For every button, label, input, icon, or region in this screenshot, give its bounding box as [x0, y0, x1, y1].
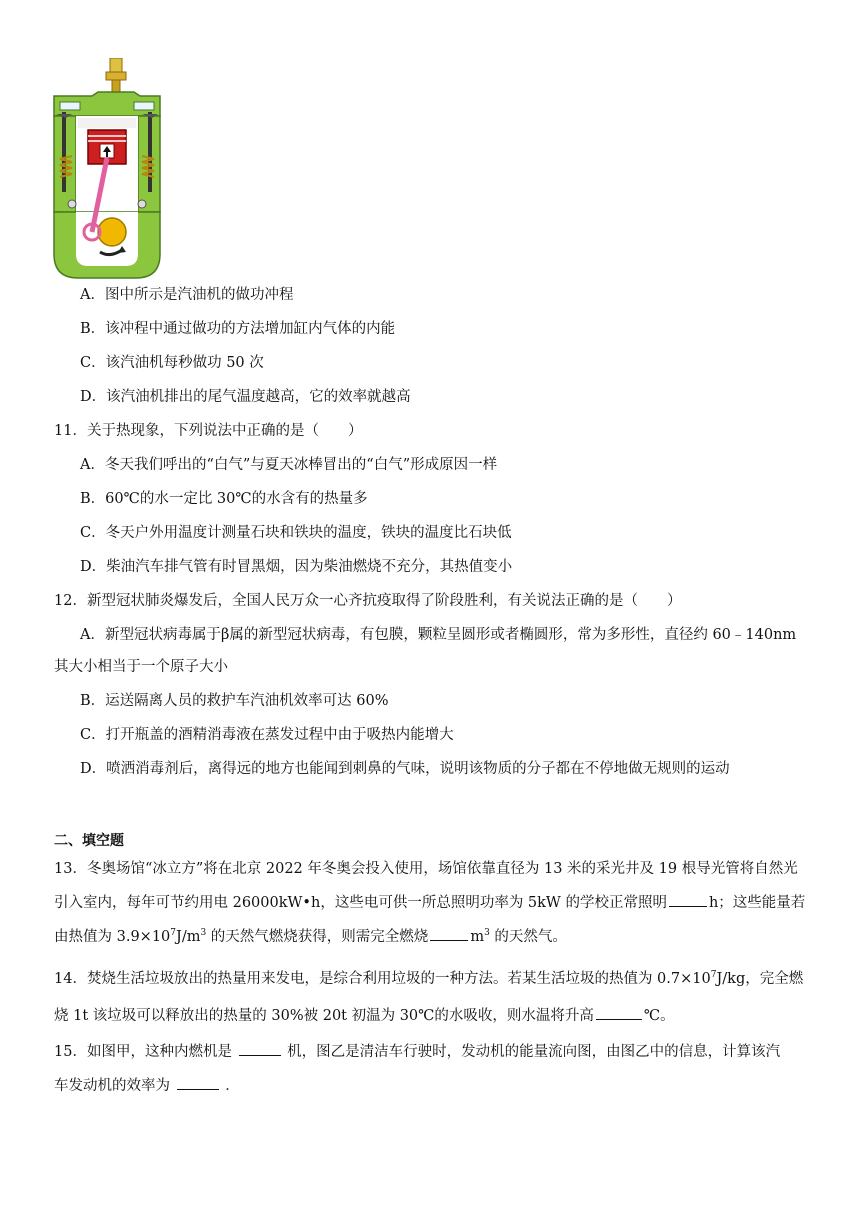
q12-option-b[interactable]: B．运送隔离人员的救护车汽油机效率可达 60%	[80, 693, 389, 709]
superscript: 3	[484, 928, 490, 939]
q13-answer-blank-1[interactable]	[669, 891, 707, 907]
q12-option-d[interactable]: D．喷洒消毒剂后，离得远的地方也能闻到刺鼻的气味，说明该物质的分子都在不停地做无规则的运动	[80, 761, 730, 777]
q14-line-2	[54, 1004, 675, 1027]
q15-text: 15．如图甲，这种内燃机是	[54, 1044, 237, 1060]
q11-stem: 11．关于热现象，下列说法中正确的是（ ）	[54, 423, 363, 439]
q12-option-a-continued: 其大小相当于一个原子大小	[54, 659, 228, 675]
q15-line-1	[54, 1040, 780, 1063]
section-title: 二、填空题	[54, 833, 124, 849]
q15-text: 车发动机的效率为	[54, 1078, 175, 1094]
superscript: 7	[710, 970, 717, 981]
q13-text: 引入室内，每年可节约用电 26000kW•h，这些电可供一所总照明功率为 5kW 的学校正常照明	[54, 895, 667, 911]
q12-option-c[interactable]: C．打开瓶盖的酒精消毒液在蒸发过程中由于吸热内能增大	[80, 727, 454, 743]
q12-option-a[interactable]: A．新型冠状病毒属于β属的新型冠状病毒，有包膜，颗粒呈圆形或者椭圆形，常为多形性，直径约 60﹣140nm	[80, 627, 797, 643]
q11-option-b[interactable]: B．60℃的水一定比 30℃的水含有的热量多	[80, 491, 368, 507]
q10-option-d[interactable]: D．该汽油机排出的尾气温度越高，它的效率就越高	[80, 389, 411, 405]
q14-text: J/kg，完全燃	[716, 971, 804, 987]
superscript: 3	[200, 928, 207, 939]
q13-text: m	[470, 929, 485, 945]
q13-text: J/m	[176, 929, 201, 945]
q11-option-a[interactable]: A．冬天我们呼出的“白气”与夏天冰棒冒出的“白气”形成原因一样	[80, 457, 498, 473]
q13-answer-blank-2[interactable]	[430, 925, 468, 941]
flywheel	[98, 218, 126, 246]
engine-svg	[52, 58, 162, 280]
q15-text: ．	[220, 1078, 240, 1094]
engine-diagram	[52, 58, 162, 284]
q15-answer-blank-1[interactable]	[239, 1040, 281, 1056]
spark-plug	[110, 58, 122, 72]
q13-line-2	[54, 891, 805, 914]
q13-line-1: 13．冬奥场馆“冰立方”将在北京 2022 年冬奥会投入使用，场馆依靠直径为 13 米的采光井及 19 根导光管将自然光	[54, 861, 798, 877]
q14-text: 烧 1t 该垃圾可以释放出的热量的 30%被 20t 初温为 30℃的水吸收，则水温将升高	[54, 1008, 594, 1024]
q15-line-2	[54, 1074, 240, 1097]
q10-option-c[interactable]: C．该汽油机每秒做功 50 次	[80, 355, 264, 371]
superscript: 7	[170, 928, 177, 939]
q15-text: 机，图乙是清洁车行驶时，发动机的能量流向图，由图乙中的信息，计算该汽	[282, 1044, 781, 1060]
q13-line-3	[54, 925, 567, 948]
q13-text: 的天然气。	[489, 929, 567, 945]
q11-option-c[interactable]: C．冬天户外用温度计测量石块和铁块的温度，铁块的温度比石块低	[80, 525, 512, 541]
q13-text: 的天然气燃烧获得，则需完全燃烧	[206, 929, 429, 945]
q11-option-d[interactable]: D．柴油汽车排气管有时冒黑烟，因为柴油燃烧不充分，其热值变小	[80, 559, 513, 575]
q13-text: h；这些能量若	[708, 895, 806, 911]
q13-text: 由热值为 3.9×10	[54, 929, 171, 945]
q10-option-a[interactable]: A．图中所示是汽油机的做功冲程	[80, 287, 294, 303]
q14-line-1	[54, 968, 803, 990]
q14-text: ℃。	[643, 1008, 675, 1024]
q15-answer-blank-2[interactable]	[177, 1074, 219, 1090]
q14-text: 14．焚烧生活垃圾放出的热量用来发电，是综合利用垃圾的一种方法。若某生活垃圾的热值为 0.7×10	[54, 971, 711, 987]
q12-stem: 12．新型冠状肺炎爆发后，全国人民万众一心齐抗疫取得了阶段胜利，有关说法正确的是（ ）	[54, 593, 682, 609]
q10-option-b[interactable]: B．该冲程中通过做功的方法增加缸内气体的内能	[80, 321, 396, 337]
q14-answer-blank[interactable]	[596, 1004, 642, 1020]
